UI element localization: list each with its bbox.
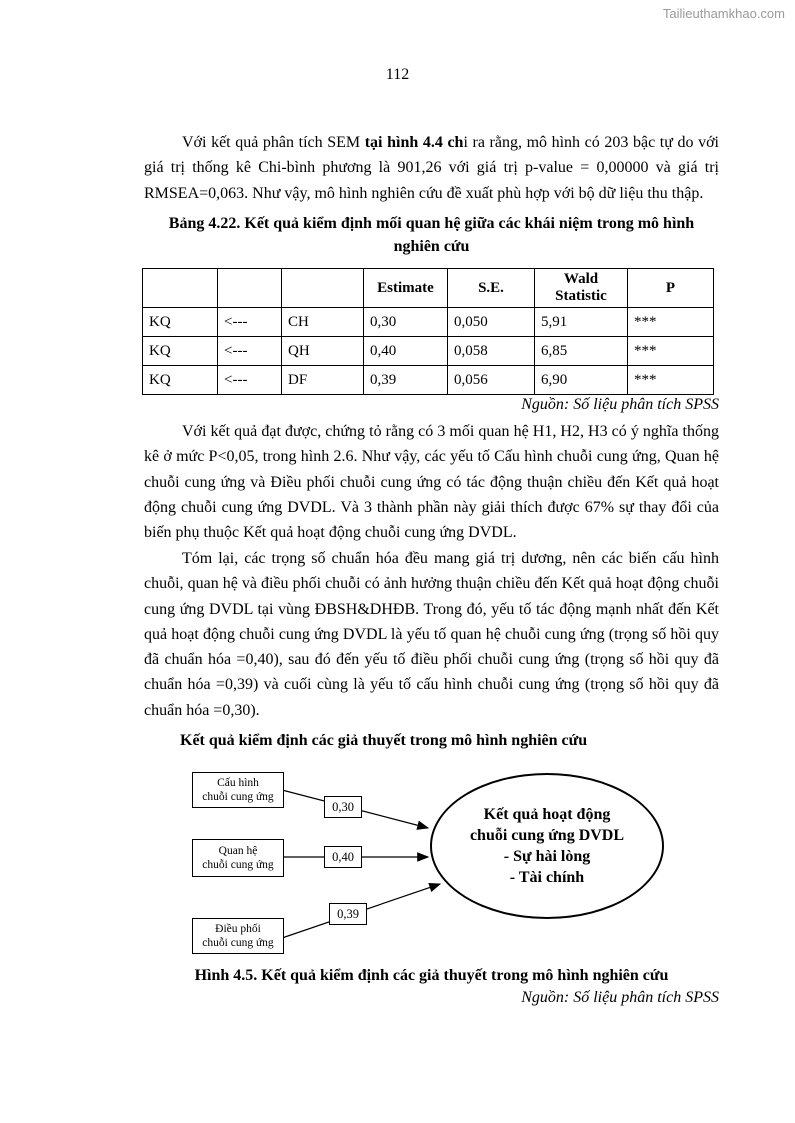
table-cell: KQ [143, 337, 218, 366]
table-cell: 0,39 [364, 366, 448, 395]
header-cell [143, 269, 218, 308]
weight-label-df: 0,39 [329, 903, 367, 925]
hypothesis-diagram [170, 760, 690, 960]
box-label: chuỗi cung ứng [202, 791, 274, 803]
box-label: Điều phối [215, 923, 261, 935]
box-label: Quan hệ [218, 845, 258, 857]
table-cell: 0,056 [448, 366, 535, 395]
header-se: S.E. [448, 269, 535, 308]
intro-text-start: Với kết quả phân tích SEM [182, 134, 365, 151]
intro-text-end: i ra rằng, mô hình có 203 bậc tự do với giá trị thống kê Chi-bình phương là 901,26 với giá trị p-value = 0,00000 và giá trị RMSEA=0,063. Như vậy, mô hình nghiên cứu đề xuất phù hợp với bộ dữ liệu thu thập. [144, 134, 719, 202]
table-cell: 0,050 [448, 308, 535, 337]
header-wald-statistic: Wald Statistic [535, 269, 628, 308]
box-label: Cấu hình [217, 777, 259, 789]
header-cell [218, 269, 282, 308]
section-heading: Kết quả kiểm định các giả thuyết trong mô hình nghiên cứu [180, 732, 588, 749]
table-cell: 0,30 [364, 308, 448, 337]
weight-label-qh: 0,40 [324, 846, 362, 868]
table-cell: 0,40 [364, 337, 448, 366]
table-cell: *** [628, 337, 714, 366]
table-header-row [143, 269, 714, 308]
outcome-label: - Tài chính [509, 869, 585, 886]
outcome-label: - Sự hài lòng [503, 848, 591, 865]
summary-text: Tóm lại, các trọng số chuẩn hóa đều mang giá trị dương, nên các biến cấu hình chuỗi, quan hệ và điều phối chuỗi có ảnh hưởng thuận chiều đến Kết quả hoạt động chuỗi cung ứng DVDL tại vùng ĐBSH&DHĐB. Trong đó, yếu tố tác động mạnh nhất đến Kết quả hoạt động chuỗi cung ứng DVDL là yếu tố quan hệ chuỗi cung ứng (trọng số hồi quy đã chuẩn hóa =0,40), sau đó đến yếu tố điều phối chuỗi cung ứng (trọng số hồi quy đã chuẩn hóa =0,39) và cuối cùng là yếu tố cấu hình chuỗi cung ứng (trọng số hồi quy đã chuẩn hóa =0,30). [144, 550, 719, 719]
table-cell: <--- [218, 337, 282, 366]
outcome-label: Kết quả hoạt động [483, 806, 611, 823]
table-cell: KQ [143, 308, 218, 337]
table-cell: 0,058 [448, 337, 535, 366]
box-supply-chain-coordination [192, 918, 284, 954]
outcome-label: chuỗi cung ứng DVDL [469, 827, 625, 844]
results-table [142, 268, 714, 395]
box-label: chuỗi cung ứng [202, 859, 274, 871]
table-cell: *** [628, 308, 714, 337]
table-cell: *** [628, 366, 714, 395]
outcome-ellipse [430, 773, 664, 919]
results-text: Với kết quả đạt được, chứng tỏ rằng có 3 mối quan hệ H1, H2, H3 có ý nghĩa thống kê ở mức P<0,05, trong hình 2.6. Như vậy, các yếu tố Cấu hình chuỗi cung ứng, Quan hệ chuỗi cung ứng và Điều phối chuỗi cung ứng có tác động thuận chiều đến Kết quả hoạt động chuỗi cung ứng DVDL. Và 3 thành phần này giải thích được 67% sự thay đổi của biến phụ thuộc Kết quả hoạt động chuỗi cung ứng DVDL. [144, 423, 719, 542]
table-cell: CH [282, 308, 364, 337]
figure-source-note: Nguồn: Số liệu phân tích SPSS [521, 989, 719, 1006]
table-cell: <--- [218, 308, 282, 337]
header-estimate: Estimate [364, 269, 448, 308]
table-row [143, 337, 714, 366]
table-cell: <--- [218, 366, 282, 395]
box-label: chuỗi cung ứng [202, 937, 274, 949]
table-caption-line1: Bảng 4.22. Kết quả kiểm định mối quan hệ giữa các khái niệm trong mô hình [168, 215, 695, 232]
table-caption-line2: nghiên cứu [393, 238, 470, 255]
box-supply-chain-relationship [192, 839, 284, 877]
table-cell: DF [282, 366, 364, 395]
box-supply-chain-configuration [192, 772, 284, 808]
table-row [143, 366, 714, 395]
table-cell: 6,85 [535, 337, 628, 366]
summary-paragraph [144, 546, 719, 723]
table-row [143, 308, 714, 337]
table-cell: QH [282, 337, 364, 366]
table-cell: KQ [143, 366, 218, 395]
intro-bold-ref: tại hình 4.4 ch [364, 134, 464, 151]
intro-paragraph [144, 130, 719, 206]
page-number: 112 [385, 66, 410, 83]
table-source-note: Nguồn: Số liệu phân tích SPSS [521, 396, 719, 413]
table-cell: 5,91 [535, 308, 628, 337]
results-paragraph [144, 419, 719, 545]
watermark: Tailieuthamkhao.com [662, 6, 785, 21]
weight-label-ch: 0,30 [324, 796, 362, 818]
header-p: P [628, 269, 714, 308]
table-cell: 6,90 [535, 366, 628, 395]
figure-caption: Hình 4.5. Kết quả kiểm định các giả thuyết trong mô hình nghiên cứu [194, 967, 669, 984]
table-caption [144, 212, 719, 258]
header-cell [282, 269, 364, 308]
